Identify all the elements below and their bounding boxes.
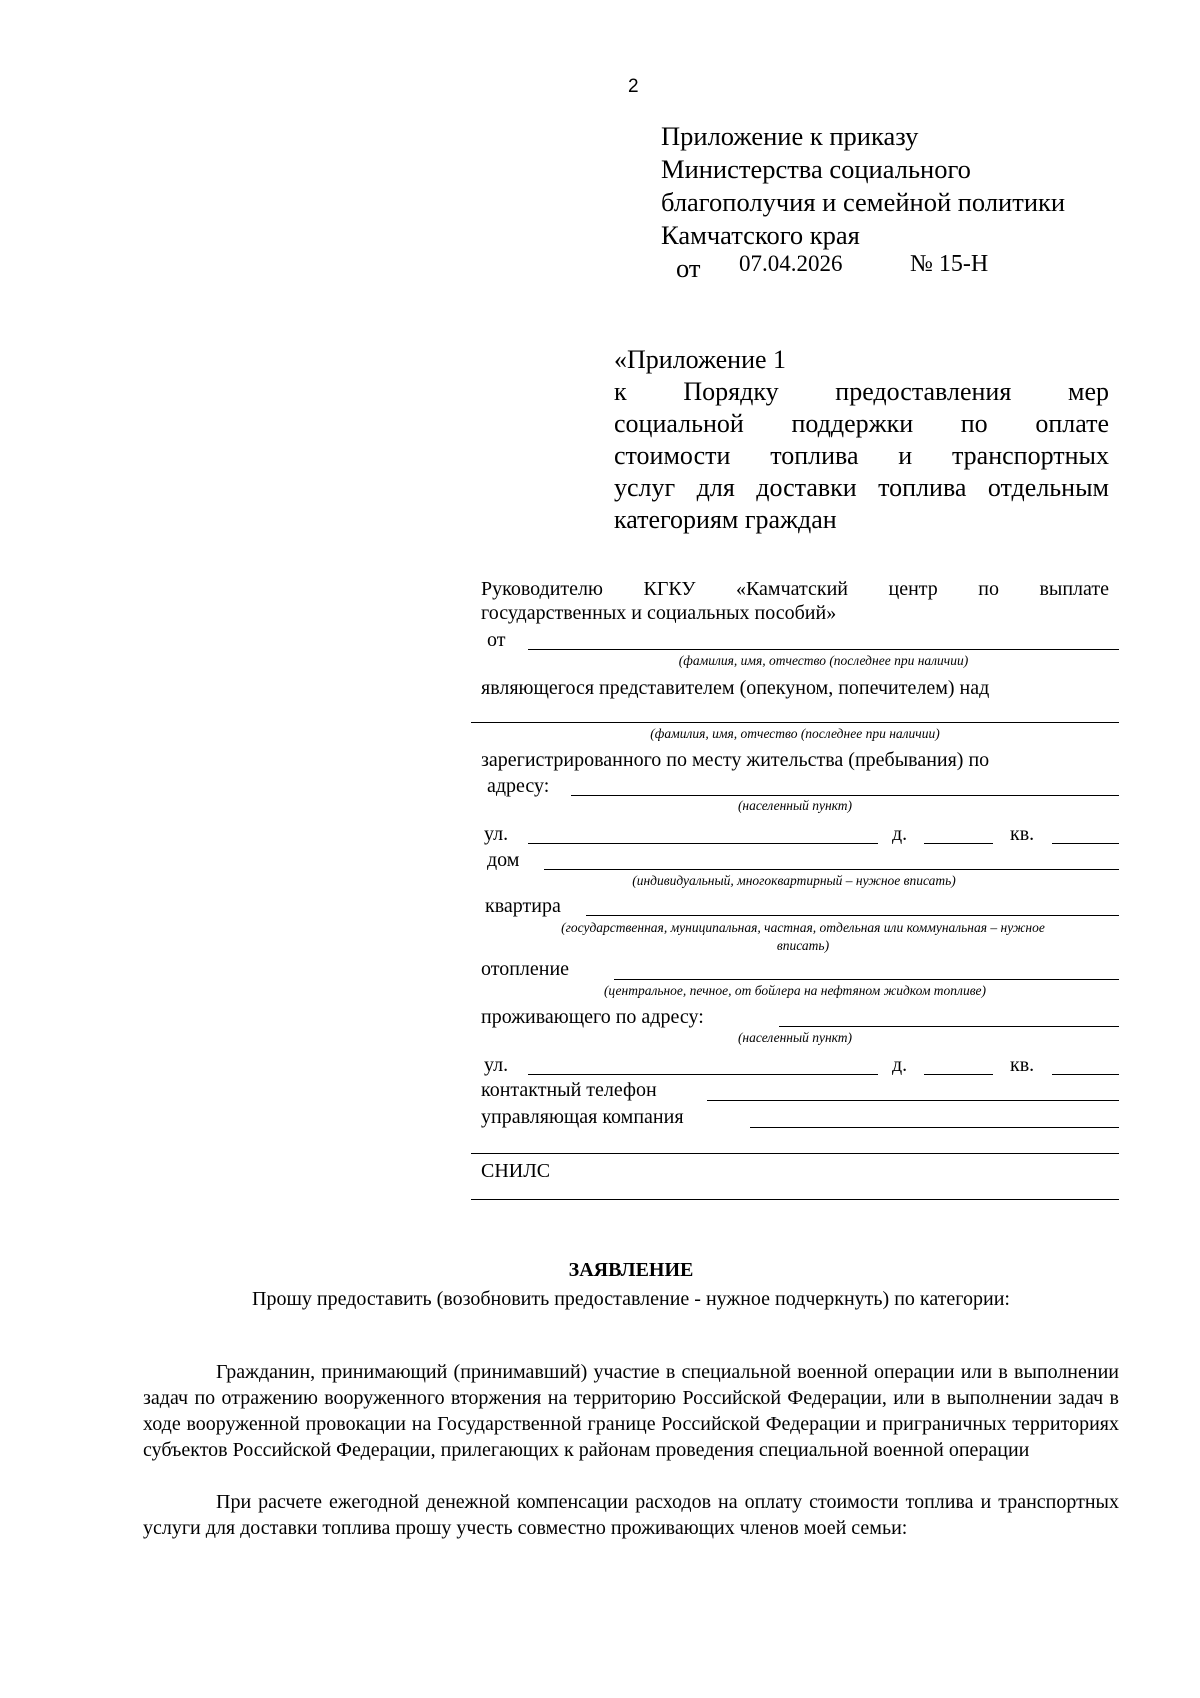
apt-label: кв. xyxy=(1010,823,1035,845)
header-line-3: благополучия и семейной политики xyxy=(661,187,1066,217)
heating-caption: (центральное, печное, от бойлера на нефтяном жидком топливе) xyxy=(603,983,987,998)
date-prefix: от xyxy=(676,253,701,283)
statement-title: ЗАЯВЛЕНИЕ xyxy=(568,1259,694,1281)
page-number: 2 xyxy=(628,76,639,97)
residence-house-field[interactable] xyxy=(924,1074,993,1075)
fio-caption-2: (фамилия, имя, отчество (последнее при наличии) xyxy=(650,726,940,741)
header-line-4: Камчатского края xyxy=(661,220,860,250)
ward-name-field[interactable] xyxy=(471,722,1119,723)
header-line-2: Министерства социального xyxy=(661,154,971,184)
house-label: д. xyxy=(892,823,908,845)
dom-caption: (индивидуальный, многоквартирный – нужное вписать) xyxy=(632,873,956,888)
apartment-type-field[interactable] xyxy=(586,915,1119,916)
company-field-continued[interactable] xyxy=(471,1153,1119,1154)
apartment-label: квартира xyxy=(485,895,561,917)
appendix-title: «Приложение 1 xyxy=(614,345,787,374)
house-label-2: д. xyxy=(892,1054,908,1076)
applicant-name-field[interactable] xyxy=(528,649,1119,650)
apt-label-2: кв. xyxy=(1010,1054,1035,1076)
registration-apt-field[interactable] xyxy=(1052,843,1119,844)
statement-paragraph-2: При расчете ежегодной денежной компенсации расходов на оплату стоимости топлива и транспортных услуги для доставки топлива прошу учесть совместно проживающих членов моей семьи: xyxy=(143,1491,1119,1539)
addressee-line-2: государственных и социальных пособий» xyxy=(481,602,837,624)
registered-label: зарегистрированного по месту жительства (пребывания) по xyxy=(481,749,990,771)
appendix-line: социальной поддержки по оплате xyxy=(614,409,1109,438)
heating-type-field[interactable] xyxy=(614,979,1119,980)
representative-label: являющегося представителем (опекуном, попечителем) над xyxy=(481,677,990,699)
company-label: управляющая компания xyxy=(481,1106,684,1128)
appendix-line: стоимости топлива и транспортных xyxy=(614,441,1109,470)
residence-settlement-field[interactable] xyxy=(779,1026,1119,1027)
house-type-field[interactable] xyxy=(544,869,1119,870)
snils-label: СНИЛС xyxy=(481,1160,551,1182)
company-field[interactable] xyxy=(750,1127,1119,1128)
settlement-caption: (населенный пункт) xyxy=(737,798,853,813)
snils-field[interactable] xyxy=(471,1199,1119,1200)
apartment-caption-2: вписать) xyxy=(776,938,830,953)
appendix-line: услуг для доставки топлива отдельным xyxy=(614,473,1109,502)
header-line-1: Приложение к приказу xyxy=(661,121,919,151)
residence-apt-field[interactable] xyxy=(1052,1074,1119,1075)
appendix-line: категориям граждан xyxy=(614,505,837,534)
from-label: от xyxy=(487,629,506,651)
appendix-line: к Порядку предоставления мер xyxy=(614,377,1109,406)
dom-label: дом xyxy=(487,849,520,871)
phone-field[interactable] xyxy=(707,1100,1119,1101)
residing-label: проживающего по адресу: xyxy=(481,1006,704,1028)
registration-settlement-field[interactable] xyxy=(571,795,1119,796)
addressee-line-1: Руководителю КГКУ «Камчатский центр по выплате xyxy=(481,578,1109,600)
order-number: № 15-Н xyxy=(910,251,989,277)
fio-caption: (фамилия, имя, отчество (последнее при наличии) xyxy=(678,653,969,668)
registration-street-field[interactable] xyxy=(528,843,878,844)
settlement-caption-2: (населенный пункт) xyxy=(737,1030,853,1045)
residence-street-field[interactable] xyxy=(528,1074,878,1075)
apartment-caption-1: (государственная, муниципальная, частная, отдельная или коммунальная – нужное xyxy=(561,920,1045,935)
statement-paragraph-1: Гражданин, принимающий (принимавший) участие в специальной военной операции или в выполнении задач по отражению вооруженного вторжения на территорию Российской Федерации, или в выполнении задач в ходе вооруженной провокации на Государственной границе Российской Федерации и приграничных территориях субъектов Российской Федерации, прилегающих к районам проведения специальной военной операции xyxy=(143,1361,1119,1461)
street-label-2: ул. xyxy=(484,1054,509,1076)
order-date: 07.04.2026 xyxy=(739,251,843,276)
statement-request: Прошу предоставить (возобновить предоставление - нужное подчеркнуть) по категории: xyxy=(252,1288,1010,1310)
phone-label: контактный телефон xyxy=(481,1079,657,1101)
street-label: ул. xyxy=(484,823,509,845)
address-label: адресу: xyxy=(487,775,550,797)
heating-label: отопление xyxy=(481,958,570,980)
registration-house-field[interactable] xyxy=(924,843,993,844)
